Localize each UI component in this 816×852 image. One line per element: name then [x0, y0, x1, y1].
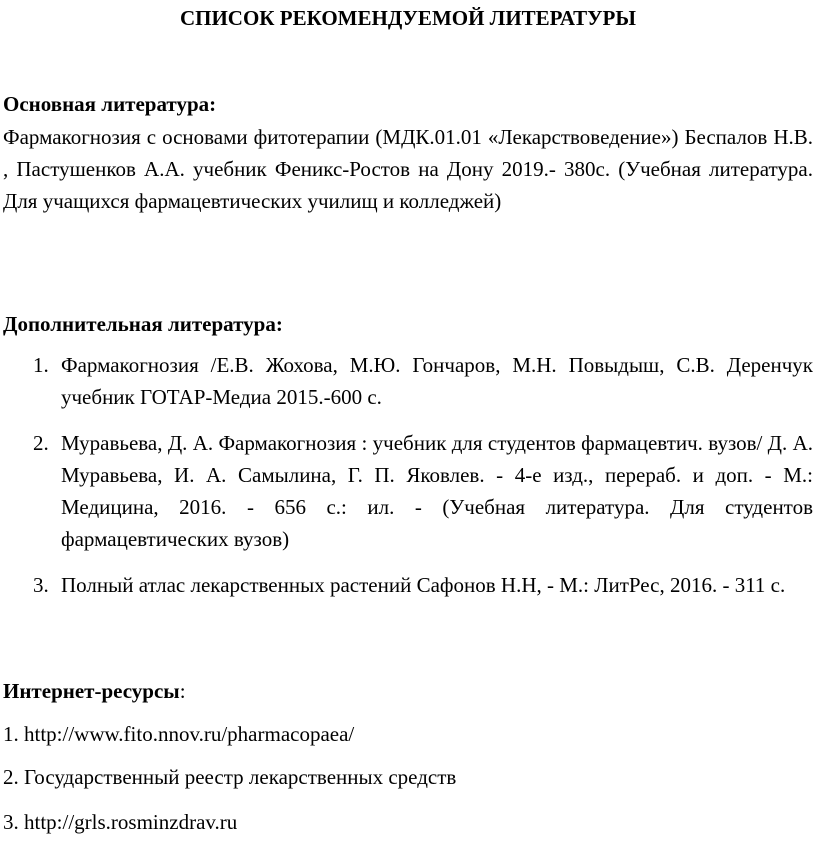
list-item-number: 2.	[33, 431, 49, 455]
list-item	[0, 569, 813, 601]
list-item-number: 3.	[33, 573, 49, 597]
internet-resources-title: Интернет-ресурсы	[3, 679, 180, 703]
list-item-text: Полный атлас лекарственных растений Сафонов Н.Н, - М.: ЛитРес, 2016. - 311 с.	[61, 573, 786, 597]
main-literature-heading: Основная литература:	[3, 92, 217, 116]
list-item	[0, 349, 813, 413]
page-title: СПИСОК РЕКОМЕНДУЕМОЙ ЛИТЕРАТУРЫ	[179, 6, 637, 30]
list-item-number: 1.	[33, 353, 49, 377]
additional-literature-heading: Дополнительная литература:	[3, 312, 283, 336]
internet-resource-link-3[interactable]: 3. http://grls.rosminzdrav.ru	[3, 810, 238, 834]
list-item	[0, 427, 813, 555]
internet-resources-colon: :	[179, 679, 186, 703]
list-item-text: Фармакогнозия /Е.В. Жохова, М.Ю. Гончаров, М.Н. Повыдыш, С.В. Деренчук учебник ГОТАР-Медиа 2015.-600 с.	[61, 353, 813, 409]
internet-resource-item-2: 2. Государственный реестр лекарственных средств	[3, 765, 457, 789]
internet-resource-link-1[interactable]: 1. http://www.fito.nnov.ru/pharmacopaea/	[3, 722, 355, 746]
list-item-text: Муравьева, Д. А. Фармакогнозия : учебник для студентов фармацевтич. вузов/ Д. А. Муравьева, И. А. Самылина, Г. П. Яковлев. - 4-е изд., перераб. и доп. - М.: Медицина, 2016. - 656 с.: ил. - (Учебная литература. Для студентов фармацевтических вузов)	[61, 431, 813, 551]
main-literature-text: Фармакогнозия с основами фитотерапии (МДК.01.01 «Лекарствоведение») Беспалов Н.В. , Пастушенков А.А. учебник Феникс-Ростов на Дону 2019.- 380с. (Учебная литература. Для учащихся фармацевтических училищ и колледжей)	[3, 125, 813, 213]
internet-resources-heading	[3, 679, 186, 703]
additional-literature-list	[0, 349, 816, 615]
